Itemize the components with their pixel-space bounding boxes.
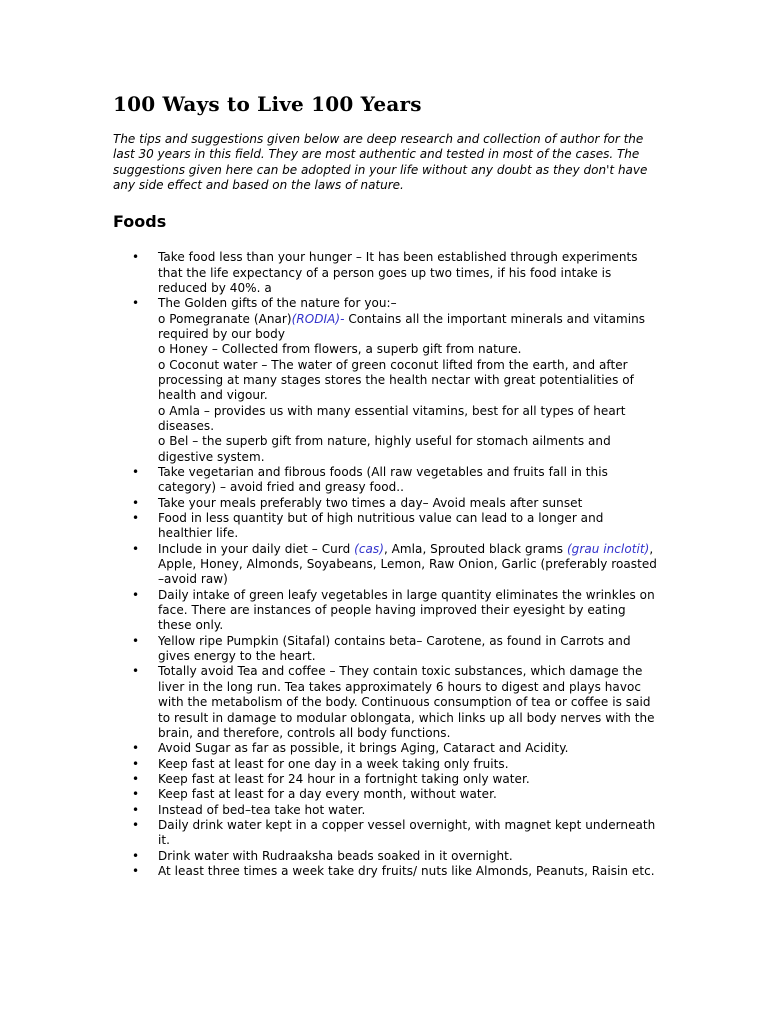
- tip-text: Take your meals preferably two times a day– Avoid meals after sunset: [158, 495, 583, 510]
- sub-item-coconut: o Coconut water – The water of green coconut lifted from the earth, and after processing at many stages stores the health nectar with great potentialities of health and vigour.: [158, 357, 634, 403]
- bullet-icon: •: [132, 541, 140, 556]
- bullet-icon: •: [132, 664, 140, 679]
- list-item: [113, 588, 658, 634]
- bullet-icon: •: [132, 848, 140, 863]
- list-item: [113, 542, 658, 588]
- highlighted-term: (RODIA)-: [291, 311, 345, 326]
- tip-text: Yellow ripe Pumpkin (Sitafal) contains beta– Carotene, as found in Carrots and gives energy to the heart.: [158, 633, 631, 664]
- tip-text: Instead of bed–tea take hot water.: [158, 802, 366, 817]
- tip-text: At least three times a week take dry fruits/ nuts like Almonds, Peanuts, Raisin etc.: [158, 863, 655, 878]
- highlighted-term: (cas): [354, 541, 384, 556]
- tip-text: Totally avoid Tea and coffee – They contain toxic substances, which damage the liver in the long run. Tea takes approximately 6 hours to digest and plays havoc with the metabolism of the body. Continuous consumption of tea or coffee is said to result in damage to modular oblongata, which links up all body nerves with the brain, and therefore, controls all body functions.: [158, 664, 655, 740]
- bullet-icon: •: [132, 802, 140, 817]
- bullet-icon: •: [132, 511, 140, 526]
- bullet-icon: •: [132, 495, 140, 510]
- tip-text: Daily drink water kept in a copper vessel overnight, with magnet kept underneath it.: [158, 817, 656, 848]
- list-item: [113, 296, 658, 465]
- list-item: [113, 511, 658, 542]
- list-item: [113, 465, 658, 496]
- tip-text: Avoid Sugar as far as possible, it brings Aging, Cataract and Acidity.: [158, 741, 569, 756]
- section-heading-foods: Foods: [113, 212, 167, 232]
- bullet-icon: •: [132, 817, 140, 832]
- sub-item-honey: o Honey – Collected from flowers, a superb gift from nature.: [158, 342, 522, 357]
- bullet-icon: •: [132, 465, 140, 479]
- foods-tip-list: [113, 250, 658, 879]
- tip-text: Take vegetarian and fibrous foods (All raw vegetables and fruits fall in this category) – avoid fried and greasy food..: [158, 465, 608, 495]
- bullet-icon: •: [132, 250, 140, 265]
- list-item: [113, 787, 658, 802]
- list-item: [113, 250, 658, 296]
- sub-item-amla: o Amla – provides us with many essential vitamins, best for all types of heart diseases.: [158, 403, 626, 433]
- list-item: [113, 818, 658, 849]
- list-item: [113, 772, 658, 787]
- sub-item-pomegranate: [158, 312, 658, 343]
- highlighted-term: (grau inclotit): [566, 541, 650, 556]
- bullet-icon: •: [132, 741, 140, 756]
- intro-paragraph: The tips and suggestions given below are deep research and collection of author for the last 30 years in this field. They are most authentic and tested in most of the cases. The suggestions given here can be adopted in your life without any doubt as they don't have any side effect and based on the laws of nature.: [113, 132, 648, 192]
- bullet-icon: •: [132, 863, 140, 878]
- tip-text: Take food less than your hunger – It has been established through experiments that the life expectancy of a person goes up two times, if his food intake is reduced by 40%. a: [158, 250, 638, 295]
- list-item: [113, 664, 658, 741]
- sub-item-bel: o Bel – the superb gift from nature, highly useful for stomach ailments and digestive system.: [158, 434, 611, 464]
- list-item: [113, 757, 658, 772]
- list-item: [113, 803, 658, 818]
- tip-text: Include in your daily diet – Curd: [158, 541, 355, 556]
- bullet-icon: •: [132, 787, 140, 802]
- tip-text: Keep fast at least for 24 hour in a fortnight taking only water.: [158, 771, 530, 786]
- list-item: [113, 864, 658, 879]
- tip-text: Keep fast at least for one day in a week taking only fruits.: [158, 756, 509, 771]
- bullet-icon: •: [132, 771, 140, 786]
- tip-text: Food in less quantity but of high nutritious value can lead to a longer and healthier life.: [158, 511, 604, 541]
- bullet-icon: •: [132, 633, 140, 648]
- bullet-icon: •: [132, 296, 140, 311]
- tip-text: , Apple, Honey, Almonds, Soyabeans, Lemon, Raw Onion, Garlic (preferably roasted –avoid raw): [158, 541, 657, 587]
- document-page: [113, 92, 658, 879]
- list-item: [113, 634, 658, 665]
- tip-text: The Golden gifts of the nature for you:–: [158, 296, 397, 311]
- bullet-icon: •: [132, 756, 140, 771]
- list-item: [113, 741, 658, 756]
- tip-text: Drink water with Rudraaksha beads soaked in it overnight.: [158, 848, 513, 863]
- tip-text: Keep fast at least for a day every month, without water.: [158, 787, 497, 802]
- sub-item-text: o Pomegranate (Anar): [158, 311, 292, 326]
- tip-text: Daily intake of green leafy vegetables in large quantity eliminates the wrinkles on face. There are instances of people having improved their eyesight by eating these only.: [158, 587, 655, 633]
- document-title: 100 Ways to Live 100 Years: [113, 92, 422, 116]
- list-item: [113, 849, 658, 864]
- tip-text: , Amla, Sprouted black grams: [383, 541, 567, 556]
- bullet-icon: •: [132, 587, 140, 602]
- sub-item-text: Contains all the important minerals and vitamins required by our body: [158, 311, 646, 341]
- list-item: [113, 496, 658, 511]
